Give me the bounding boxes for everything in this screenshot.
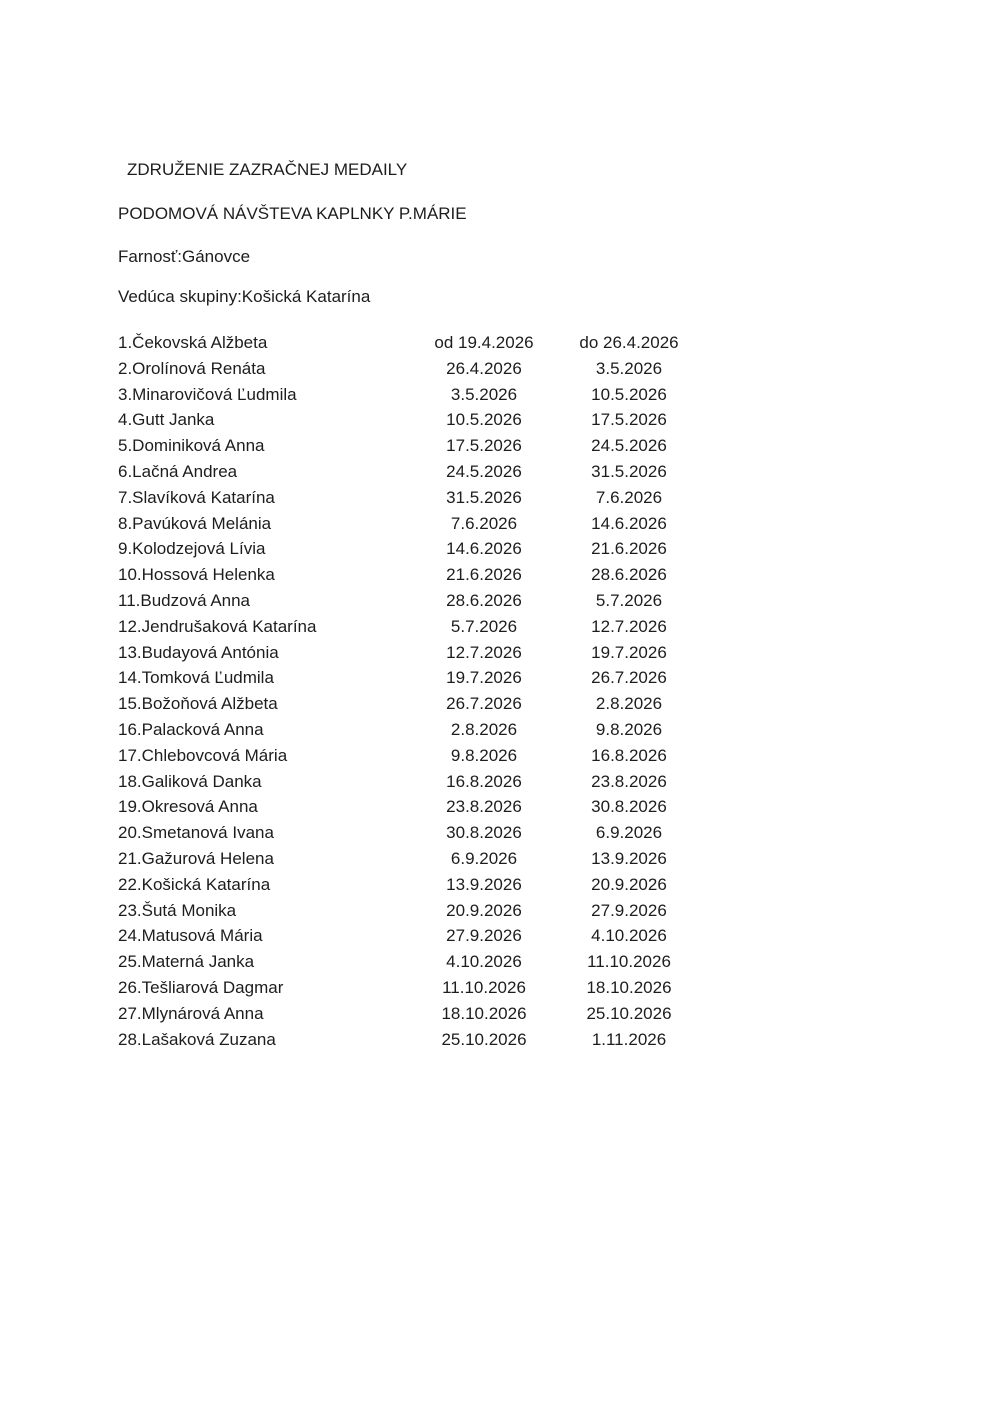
member-name: 10.Hossová Helenka bbox=[118, 565, 275, 585]
schedule-row bbox=[118, 794, 940, 820]
member-name: 4.Gutt Janka bbox=[118, 410, 215, 430]
date-from: 6.9.2026 bbox=[450, 848, 518, 868]
schedule-row bbox=[118, 1027, 940, 1053]
schedule-row bbox=[118, 459, 940, 485]
date-from: 5.7.2026 bbox=[450, 616, 518, 636]
member-name: 25.Materná Janka bbox=[118, 952, 255, 972]
member-name: 19.Okresová Anna bbox=[118, 797, 258, 817]
date-to: 6.9.2026 bbox=[595, 823, 663, 843]
schedule-row bbox=[118, 898, 940, 924]
member-name: 27.Mlynárová Anna bbox=[118, 1003, 264, 1023]
schedule-row bbox=[118, 665, 940, 691]
member-name: 3.Minarovičová Ľudmila bbox=[118, 384, 297, 404]
member-name: 7.Slavíková Katarína bbox=[118, 487, 275, 507]
date-from: 25.10.2026 bbox=[441, 1029, 527, 1049]
date-to: 14.6.2026 bbox=[591, 513, 667, 533]
date-to: 5.7.2026 bbox=[595, 590, 663, 610]
date-from: 13.9.2026 bbox=[446, 874, 522, 894]
date-from: 19.7.2026 bbox=[446, 668, 522, 688]
schedule-row bbox=[118, 923, 940, 949]
date-to: 30.8.2026 bbox=[591, 797, 667, 817]
schedule-row bbox=[118, 640, 940, 666]
member-name: 16.Palacková Anna bbox=[118, 719, 264, 739]
date-from: 3.5.2026 bbox=[450, 384, 518, 404]
member-name: 12.Jendrušaková Katarína bbox=[118, 616, 317, 636]
date-to: 11.10.2026 bbox=[587, 952, 671, 972]
date-from: 16.8.2026 bbox=[446, 771, 522, 791]
schedule-row bbox=[118, 562, 940, 588]
date-from: 18.10.2026 bbox=[441, 1003, 527, 1023]
schedule-row bbox=[118, 356, 940, 382]
date-to: 23.8.2026 bbox=[591, 771, 667, 791]
date-from: 31.5.2026 bbox=[446, 487, 522, 507]
date-from: 23.8.2026 bbox=[446, 797, 522, 817]
date-to: 1.11.2026 bbox=[591, 1029, 667, 1049]
date-to: 18.10.2026 bbox=[586, 977, 672, 997]
date-from: 10.5.2026 bbox=[446, 410, 522, 430]
member-name: 26.Tešliarová Dagmar bbox=[118, 977, 284, 997]
date-from: 20.9.2026 bbox=[446, 900, 522, 920]
member-name: 6.Lačná Andrea bbox=[118, 461, 238, 481]
member-name: 15.Božoňová Alžbeta bbox=[118, 694, 278, 714]
date-to: 12.7.2026 bbox=[591, 616, 667, 636]
date-from: 2.8.2026 bbox=[450, 719, 518, 739]
member-name: 20.Smetanová Ivana bbox=[118, 823, 274, 843]
schedule-row bbox=[118, 691, 940, 717]
schedule-row bbox=[118, 407, 940, 433]
date-from: 14.6.2026 bbox=[446, 539, 522, 559]
member-name: 13.Budayová Antónia bbox=[118, 642, 279, 662]
date-from: 7.6.2026 bbox=[450, 513, 518, 533]
schedule-row bbox=[118, 614, 940, 640]
date-to: 16.8.2026 bbox=[591, 745, 667, 765]
schedule-row bbox=[118, 588, 940, 614]
date-to: 9.8.2026 bbox=[595, 719, 663, 739]
date-to: 21.6.2026 bbox=[591, 539, 667, 559]
date-from: 28.6.2026 bbox=[446, 590, 522, 610]
member-name: 18.Galiková Danka bbox=[118, 771, 262, 791]
date-to: 26.7.2026 bbox=[591, 668, 667, 688]
date-from: 24.5.2026 bbox=[446, 461, 522, 481]
member-name: 22.Košická Katarína bbox=[118, 874, 271, 894]
group-leader-line: Vedúca skupiny:Košická Katarína bbox=[118, 287, 371, 306]
date-from: od 19.4.2026 bbox=[434, 333, 534, 352]
date-to: 31.5.2026 bbox=[591, 461, 667, 481]
date-to: 10.5.2026 bbox=[591, 384, 667, 404]
date-to: 2.8.2026 bbox=[595, 694, 663, 714]
member-name: 9.Kolodzejová Lívia bbox=[118, 539, 266, 559]
date-from: 11.10.2026 bbox=[442, 977, 526, 997]
schedule-row bbox=[118, 949, 940, 975]
member-name: 2.Orolínová Renáta bbox=[118, 358, 266, 378]
member-name: 17.Chlebovcová Mária bbox=[118, 745, 288, 765]
member-name: 8.Pavúková Melánia bbox=[118, 513, 272, 533]
page-title: ZDRUŽENIE ZAZRAČNEJ MEDAILY bbox=[127, 160, 408, 179]
schedule-row bbox=[118, 975, 940, 1001]
date-to: 28.6.2026 bbox=[591, 565, 667, 585]
date-to: 25.10.2026 bbox=[586, 1003, 672, 1023]
date-to: 19.7.2026 bbox=[591, 642, 667, 662]
member-name: 24.Matusová Mária bbox=[118, 926, 263, 946]
schedule-row bbox=[118, 511, 940, 537]
date-to: 3.5.2026 bbox=[595, 358, 663, 378]
date-from: 12.7.2026 bbox=[446, 642, 522, 662]
date-from: 21.6.2026 bbox=[446, 565, 522, 585]
schedule-list bbox=[118, 330, 940, 1052]
schedule-row bbox=[118, 485, 940, 511]
schedule-row bbox=[118, 382, 940, 408]
date-to: 7.6.2026 bbox=[595, 487, 663, 507]
date-to: 13.9.2026 bbox=[591, 848, 667, 868]
member-name: 1.Čekovská Alžbeta bbox=[118, 333, 268, 352]
date-to: 27.9.2026 bbox=[591, 900, 667, 920]
date-from: 27.9.2026 bbox=[446, 926, 522, 946]
member-name: 5.Dominiková Anna bbox=[118, 436, 265, 456]
date-to: 17.5.2026 bbox=[591, 410, 667, 430]
schedule-row bbox=[118, 820, 940, 846]
schedule-row bbox=[118, 872, 940, 898]
date-from: 9.8.2026 bbox=[450, 745, 518, 765]
schedule-row bbox=[118, 536, 940, 562]
schedule-row bbox=[118, 769, 940, 795]
member-name: 14.Tomková Ľudmila bbox=[118, 668, 274, 688]
page-subtitle: PODOMOVÁ NÁVŠTEVA KAPLNKY P.MÁRIE bbox=[118, 204, 467, 223]
date-from: 26.4.2026 bbox=[446, 358, 522, 378]
member-name: 23.Šutá Monika bbox=[118, 900, 237, 920]
schedule-row bbox=[118, 330, 940, 356]
date-to: 24.5.2026 bbox=[591, 436, 667, 456]
schedule-row bbox=[118, 717, 940, 743]
date-from: 30.8.2026 bbox=[446, 823, 522, 843]
schedule-row bbox=[118, 743, 940, 769]
member-name: 21.Gažurová Helena bbox=[118, 848, 274, 868]
date-from: 4.10.2026 bbox=[446, 952, 522, 972]
date-to: do 26.4.2026 bbox=[579, 333, 679, 352]
member-name: 28.Lašaková Zuzana bbox=[118, 1029, 276, 1049]
member-name: 11.Budzová Anna bbox=[118, 590, 251, 610]
schedule-row bbox=[118, 1001, 940, 1027]
date-from: 17.5.2026 bbox=[446, 436, 522, 456]
parish-line: Farnosť:Gánovce bbox=[118, 247, 251, 266]
date-to: 20.9.2026 bbox=[591, 874, 667, 894]
date-from: 26.7.2026 bbox=[446, 694, 522, 714]
schedule-row bbox=[118, 846, 940, 872]
schedule-row bbox=[118, 433, 940, 459]
date-to: 4.10.2026 bbox=[591, 926, 667, 946]
